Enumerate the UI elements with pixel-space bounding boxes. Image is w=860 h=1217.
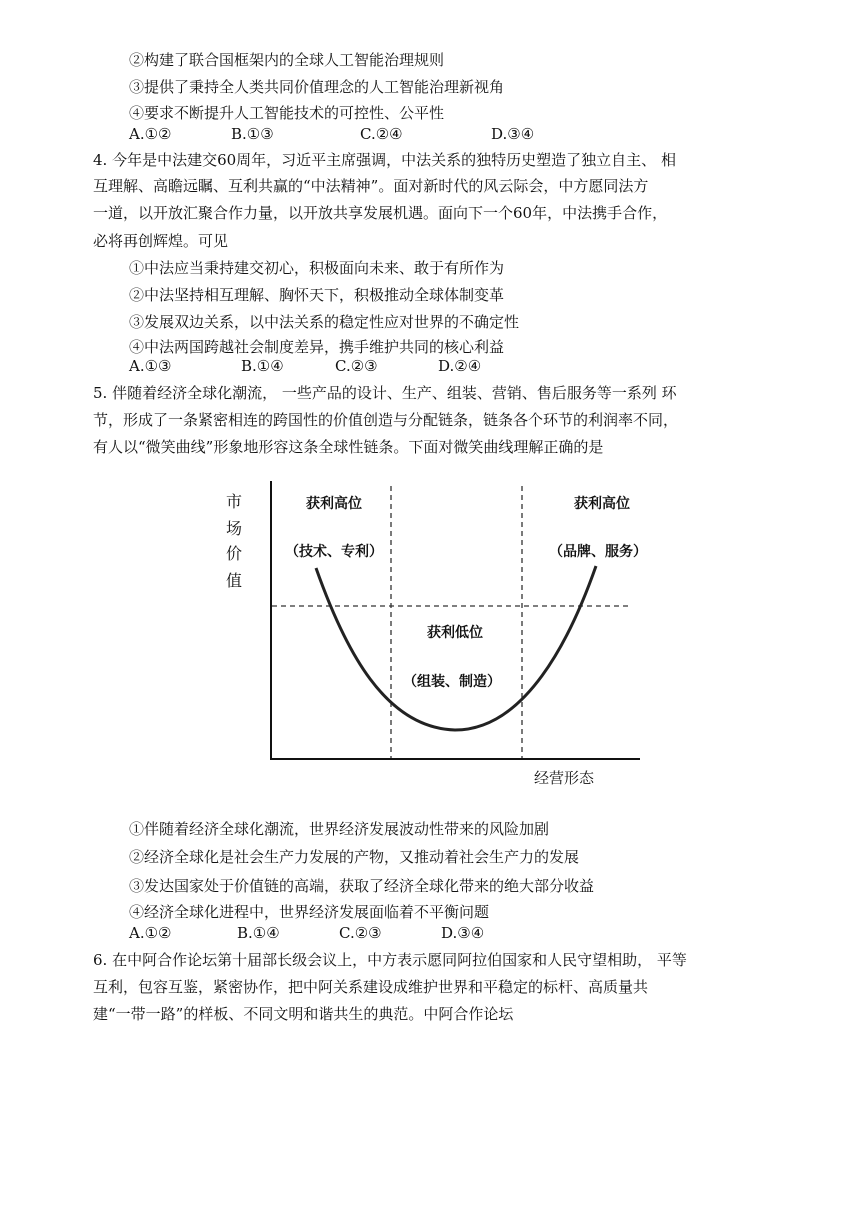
q4-statement-2: ②中法坚持相互理解、胸怀天下，积极推动全球体制变革 (129, 286, 505, 304)
q6-stem-line-2: 互利，包容互鉴，紧密协作，把中阿关系建设成维护世界和平稳定的标杆、高质量共 (93, 978, 649, 996)
right-high-label: 获利高位 (574, 496, 630, 512)
q4-stem-line-4: 必将再创辉煌。可见 (93, 232, 229, 250)
q5-statement-3: ③发达国家处于价值链的高端，获取了经济全球化带来的绝大部分收益 (129, 877, 595, 895)
q5-statement-1: ①伴随着经济全球化潮流，世界经济发展波动性带来的风险加剧 (129, 820, 550, 838)
left-high-label: 获利高位 (306, 496, 362, 512)
q5-stem-line-2: 节，形成了一条紧密相连的跨国性的价值创造与分配链条，链条各个环节的利润率不同， (93, 411, 679, 429)
smile-curve (316, 566, 596, 730)
q4-stem-line-1: 4. 今年是中法建交60周年，习近平主席强调，中法关系的独特历史塑造了独立自主、 相 (93, 151, 676, 169)
q6-stem-line-3: 建“一带一路”的样板、不同文明和谐共生的典范。中阿合作论坛 (93, 1005, 514, 1023)
q4-option-a: A.①③ (129, 357, 172, 375)
q5-stem-line-3: 有人以“微笑曲线”形象地形容这条全球性链条。下面对微笑曲线理解正确的是 (93, 438, 604, 456)
q5-option-b: B.①④ (237, 924, 280, 942)
q4-option-d: D.②④ (438, 357, 482, 375)
q5-option-c: C.②③ (339, 924, 382, 942)
q3-statement-4: ④要求不断提升人工智能技术的可控性、公平性 (129, 104, 445, 122)
q5-option-a: A.①② (129, 924, 172, 942)
left-high-note: （技术、专利） (285, 544, 383, 560)
q4-statement-1: ①中法应当秉持建交初心，积极面向未来、敢于有所作为 (129, 259, 505, 277)
right-high-note: （品牌、服务） (549, 544, 647, 560)
q4-stem-line-2: 互理解、高瞻远瞩、互利共赢的“中法精神”。面对新时代的风云际会，中方愿同法方 (93, 177, 649, 195)
mid-low-label: 获利低位 (427, 625, 483, 641)
q3-statement-3: ③提供了秉持全人类共同价值理念的人工智能治理新视角 (129, 78, 505, 96)
q4-statement-3: ③发展双边关系，以中法关系的稳定性应对世界的不确定性 (129, 313, 520, 331)
q4-option-c: C.②③ (335, 357, 378, 375)
q5-option-d: D.③④ (441, 924, 485, 942)
q5-statement-2: ②经济全球化是社会生产力发展的产物，又推动着社会生产力的发展 (129, 848, 580, 866)
q4-statement-4: ④中法两国跨越社会制度差异，携手维护共同的核心利益 (129, 338, 505, 356)
q6-stem-line-1: 6. 在中阿合作论坛第十届部长级会议上，中方表示愿同阿拉伯国家和人民守望相助， 平等 (93, 951, 687, 969)
q3-option-c: C.②④ (360, 125, 403, 143)
q3-statement-2: ②构建了联合国框架内的全球人工智能治理规则 (129, 51, 445, 69)
y-axis-char-1: 市 (226, 492, 243, 511)
y-axis-char-2: 场 (226, 519, 243, 538)
q5-statement-4: ④经济全球化进程中，世界经济发展面临着不平衡问题 (129, 903, 490, 921)
q5-stem-line-1: 5. 伴随着经济全球化潮流， 一些产品的设计、生产、组装、营销、售后服务等一系列 环 (93, 384, 677, 402)
q4-stem-line-3: 一道，以开放汇聚合作力量，以开放共享发展机遇。面向下一个60年，中法携手合作， (93, 204, 668, 222)
x-axis-label: 经营形态 (533, 769, 595, 787)
mid-low-note: （组装、制造） (403, 674, 501, 690)
q3-option-d: D.③④ (491, 125, 535, 143)
y-axis-char-4: 值 (226, 571, 243, 590)
q3-option-a: A.①② (129, 125, 172, 143)
q4-option-b: B.①④ (241, 357, 284, 375)
q3-option-b: B.①③ (231, 125, 274, 143)
y-axis-char-3: 价 (226, 544, 243, 563)
